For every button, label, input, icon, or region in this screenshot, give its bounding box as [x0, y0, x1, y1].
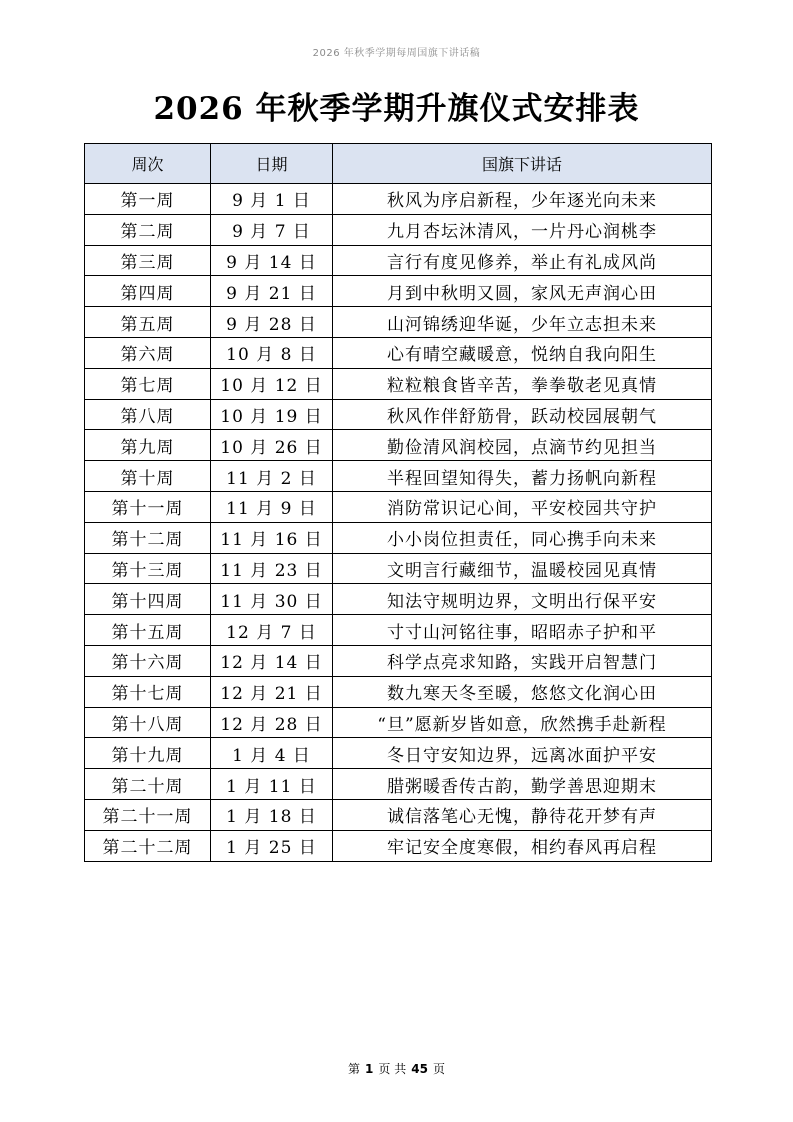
- cell-week: 第八周: [85, 399, 211, 430]
- cell-week: 第三周: [85, 245, 211, 276]
- table-row: [85, 707, 712, 738]
- table-row: [85, 245, 712, 276]
- cell-date: 9 月 28 日: [211, 307, 333, 338]
- table-row: [85, 214, 712, 245]
- cell-topic: 数九寒天冬至暖，悠悠文化润心田: [333, 676, 712, 707]
- cell-date: 12 月 21 日: [211, 676, 333, 707]
- cell-week: 第二周: [85, 214, 211, 245]
- cell-week: 第十八周: [85, 707, 211, 738]
- cell-topic: 消防常识记心间，平安校园共守护: [333, 491, 712, 522]
- column-header-topic: 国旗下讲话: [333, 144, 712, 184]
- cell-topic: 九月杏坛沐清风，一片丹心润桃李: [333, 214, 712, 245]
- table-row: [85, 184, 712, 215]
- cell-week: 第七周: [85, 368, 211, 399]
- cell-week: 第十四周: [85, 584, 211, 615]
- cell-topic: 寸寸山河铭往事，昭昭赤子护和平: [333, 615, 712, 646]
- table-row: [85, 368, 712, 399]
- cell-topic: 文明言行藏细节，温暖校园见真情: [333, 553, 712, 584]
- table-row: [85, 799, 712, 830]
- cell-week: 第十六周: [85, 645, 211, 676]
- cell-date: 10 月 19 日: [211, 399, 333, 430]
- cell-week: 第十九周: [85, 738, 211, 769]
- page-footer: [0, 1060, 793, 1077]
- cell-topic: 半程回望知得失，蓄力扬帆向新程: [333, 461, 712, 492]
- cell-topic: 言行有度见修养，举止有礼成风尚: [333, 245, 712, 276]
- column-header-week: 周次: [85, 144, 211, 184]
- cell-week: 第十周: [85, 461, 211, 492]
- table-row: [85, 615, 712, 646]
- cell-date: 12 月 28 日: [211, 707, 333, 738]
- table-row: [85, 276, 712, 307]
- table-body: [85, 184, 712, 862]
- table-row: [85, 769, 712, 800]
- table-row: [85, 676, 712, 707]
- cell-date: 12 月 7 日: [211, 615, 333, 646]
- cell-week: 第十二周: [85, 522, 211, 553]
- cell-topic: 月到中秋明又圆，家风无声润心田: [333, 276, 712, 307]
- cell-week: 第五周: [85, 307, 211, 338]
- cell-topic: 牢记安全度寒假，相约春风再启程: [333, 830, 712, 861]
- cell-topic: 冬日守安知边界，远离冰面护平安: [333, 738, 712, 769]
- column-header-date: 日期: [211, 144, 333, 184]
- table-row: [85, 430, 712, 461]
- cell-week: 第十七周: [85, 676, 211, 707]
- footer-middle: 页 共: [378, 1062, 407, 1076]
- cell-topic: 粒粒粮食皆辛苦，拳拳敬老见真情: [333, 368, 712, 399]
- cell-date: 1 月 25 日: [211, 830, 333, 861]
- cell-date: 11 月 16 日: [211, 522, 333, 553]
- cell-week: 第四周: [85, 276, 211, 307]
- cell-date: 11 月 9 日: [211, 491, 333, 522]
- table-row: [85, 553, 712, 584]
- cell-date: 11 月 23 日: [211, 553, 333, 584]
- cell-date: 11 月 2 日: [211, 461, 333, 492]
- cell-topic: 秋风作伴舒筋骨，跃动校园展朝气: [333, 399, 712, 430]
- cell-date: 10 月 26 日: [211, 430, 333, 461]
- cell-topic: 科学点亮求知路，实践开启智慧门: [333, 645, 712, 676]
- cell-date: 1 月 4 日: [211, 738, 333, 769]
- schedule-table: [84, 143, 712, 862]
- table-row: [85, 584, 712, 615]
- cell-week: 第九周: [85, 430, 211, 461]
- footer-total-pages: 45: [411, 1062, 428, 1076]
- cell-date: 10 月 8 日: [211, 337, 333, 368]
- cell-week: 第六周: [85, 337, 211, 368]
- table-row: [85, 491, 712, 522]
- cell-week: 第二十周: [85, 769, 211, 800]
- cell-date: 9 月 21 日: [211, 276, 333, 307]
- table-row: [85, 830, 712, 861]
- cell-topic: 腊粥暖香传古韵，勤学善思迎期末: [333, 769, 712, 800]
- cell-date: 1 月 18 日: [211, 799, 333, 830]
- cell-week: 第二十一周: [85, 799, 211, 830]
- table-row: [85, 522, 712, 553]
- cell-topic: 秋风为序启新程，少年逐光向未来: [333, 184, 712, 215]
- page-title: 2026 年秋季学期升旗仪式安排表: [153, 91, 640, 127]
- cell-week: 第十五周: [85, 615, 211, 646]
- cell-date: 9 月 7 日: [211, 214, 333, 245]
- table-row: [85, 337, 712, 368]
- table-row: [85, 738, 712, 769]
- footer-suffix: 页: [432, 1062, 445, 1076]
- cell-date: 12 月 14 日: [211, 645, 333, 676]
- cell-date: 11 月 30 日: [211, 584, 333, 615]
- running-header: 2026 年秋季学期每周国旗下讲话稿: [312, 48, 481, 59]
- cell-topic: 知法守规明边界，文明出行保平安: [333, 584, 712, 615]
- table-row: [85, 645, 712, 676]
- cell-topic: 诚信落笔心无愧，静待花开梦有声: [333, 799, 712, 830]
- cell-topic: 心有晴空藏暖意，悦纳自我向阳生: [333, 337, 712, 368]
- table-header-row: [85, 144, 712, 184]
- footer-prefix: 第: [348, 1062, 361, 1076]
- cell-topic: 山河锦绣迎华诞，少年立志担未来: [333, 307, 712, 338]
- cell-week: 第一周: [85, 184, 211, 215]
- table-row: [85, 399, 712, 430]
- footer-page-number: 1: [365, 1062, 374, 1076]
- cell-week: 第十一周: [85, 491, 211, 522]
- table-row: [85, 461, 712, 492]
- cell-date: 10 月 12 日: [211, 368, 333, 399]
- cell-week: 第二十二周: [85, 830, 211, 861]
- cell-date: 1 月 11 日: [211, 769, 333, 800]
- cell-topic: 小小岗位担责任，同心携手向未来: [333, 522, 712, 553]
- cell-date: 9 月 1 日: [211, 184, 333, 215]
- cell-week: 第十三周: [85, 553, 211, 584]
- cell-topic: 勤俭清风润校园，点滴节约见担当: [333, 430, 712, 461]
- cell-date: 9 月 14 日: [211, 245, 333, 276]
- table-row: [85, 307, 712, 338]
- cell-topic: “旦”愿新岁皆如意，欣然携手赴新程: [333, 707, 712, 738]
